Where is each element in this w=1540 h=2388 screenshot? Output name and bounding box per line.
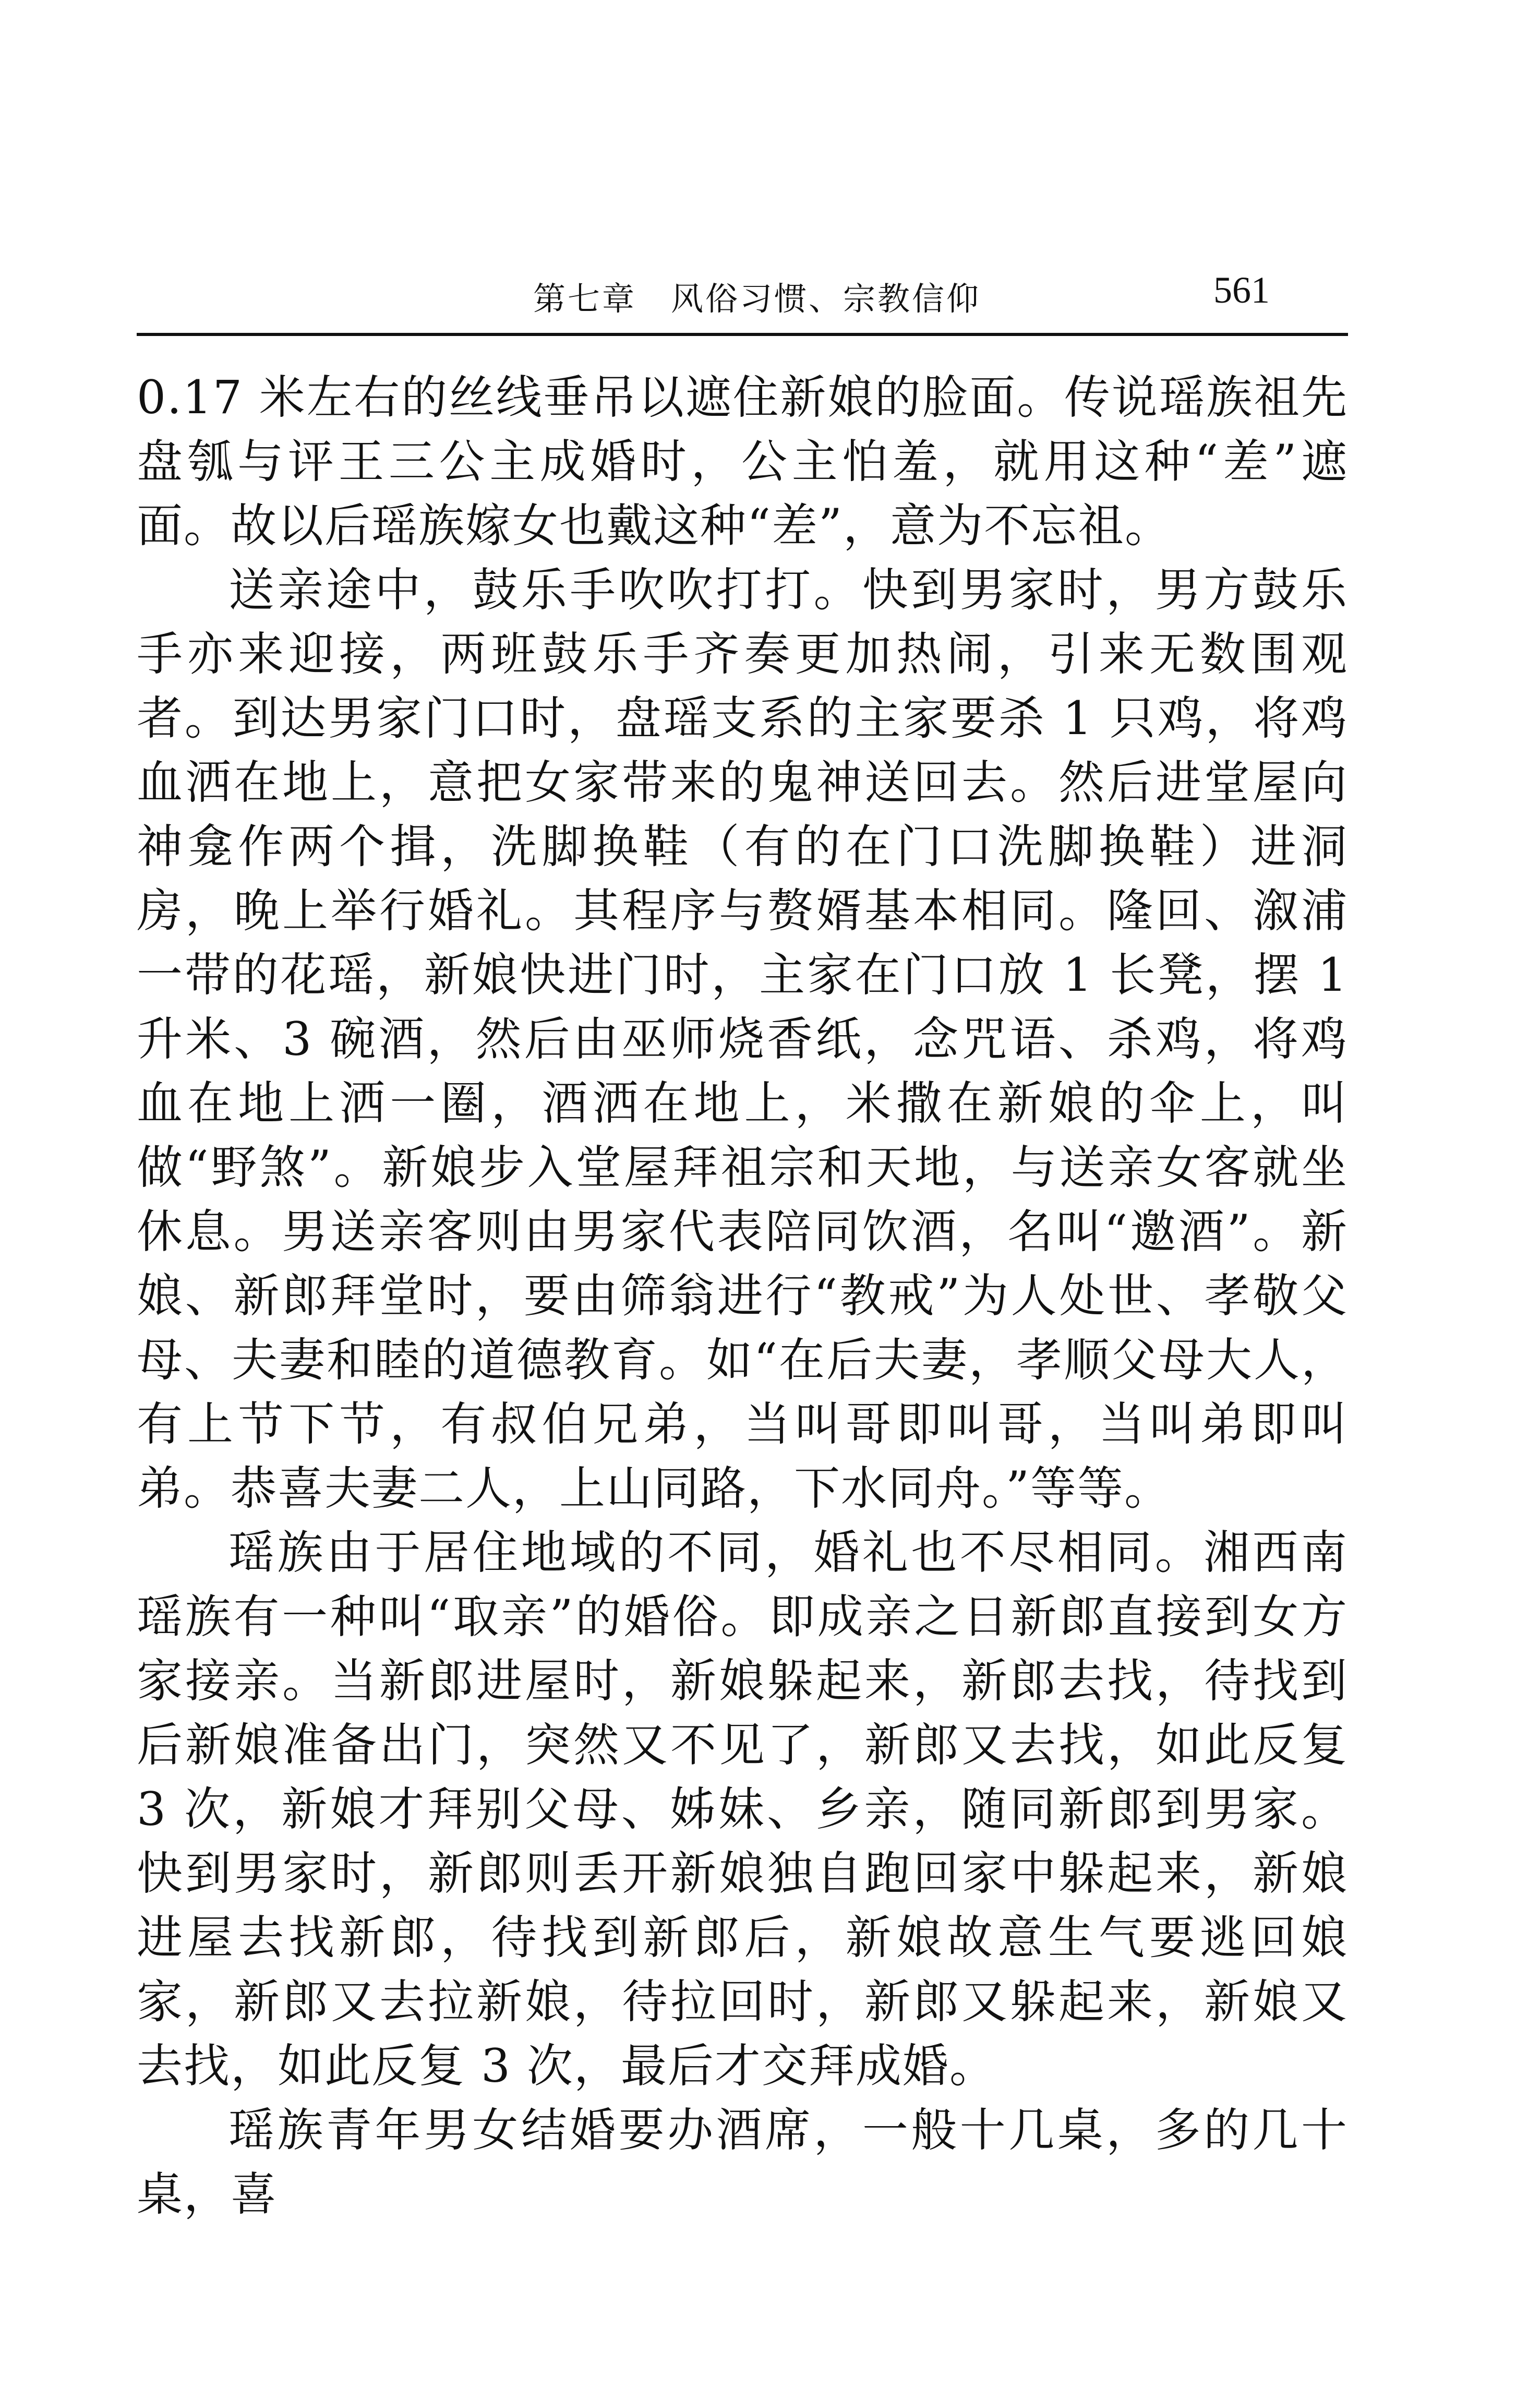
header-divider bbox=[137, 333, 1348, 336]
paragraph-1: 0.17 米左右的丝线垂吊以遮住新娘的脸面。传说瑶族祖先盘瓠与评王三公主成婚时，公主怕羞，就用这种“差”遮面。故以后瑶族嫁女也戴这种“差”，意为不忘祖。 bbox=[137, 370, 1348, 553]
paragraph-4: 瑶族青年男女结婚要办酒席，一般十几桌，多的几十桌，喜 bbox=[137, 2103, 1348, 2221]
page-number: 561 bbox=[1213, 269, 1270, 311]
paragraph-3: 瑶族由于居住地域的不同，婚礼也不尽相同。湘西南瑶族有一种叫“取亲”的婚俗。即成亲之日新郎直接到女方家接亲。当新郎进屋时，新娘躲起来，新郎去找，待找到后新娘准备出门，突然又不见了，新郎又去找，如此反复 3 次，新娘才拜别父母、姊妹、乡亲，随同新郎到男家。快到男家时，新郎则丢开新娘独自跑回家中躲起来，新娘进屋去找新郎，待找到新郎后，新娘故意生气要逃回娘家，新郎又去拉新娘，待拉回时，新郎又躲起来，新娘又去找，如此反复 3 次，最后才交拜成婚。 bbox=[137, 1526, 1348, 2093]
paragraph-2: 送亲途中，鼓乐手吹吹打打。快到男家时，男方鼓乐手亦来迎接，两班鼓乐手齐奏更加热闹，引来无数围观者。到达男家门口时，盘瑶支系的主家要杀 1 只鸡，将鸡血洒在地上，意把女家带来的鬼神送回去。然后进堂屋向神龛作两个揖，洗脚换鞋（有的在门口洗脚换鞋）进洞房，晚上举行婚礼。其程序与赘婿基本相同。隆回、溆浦一带的花瑶，新娘快进门时，主家在门口放 1 长凳，摆 1 升米、3 碗酒，然后由巫师烧香纸，念咒语、杀鸡，将鸡血在地上洒一圈，酒洒在地上，米撒在新娘的伞上，叫做“野煞”。新娘步入堂屋拜祖宗和天地，与送亲女客就坐休息。男送亲客则由男家代表陪同饮酒，名叫“邀酒”。新娘、新郎拜堂时，要由筛翁进行“教戒”为人处世、孝敬父母、夫妻和睦的道德教育。如“在后夫妻，孝顺父母大人，有上节下节，有叔伯兄弟，当叫哥即叫哥，当叫弟即叫弟。恭喜夫妻二人，上山同路，下水同舟。”等等。 bbox=[137, 563, 1348, 1515]
chapter-title: 第七章 风俗习惯、宗教信仰 bbox=[533, 280, 981, 318]
body-text bbox=[137, 365, 1348, 2226]
running-header bbox=[137, 258, 1348, 316]
